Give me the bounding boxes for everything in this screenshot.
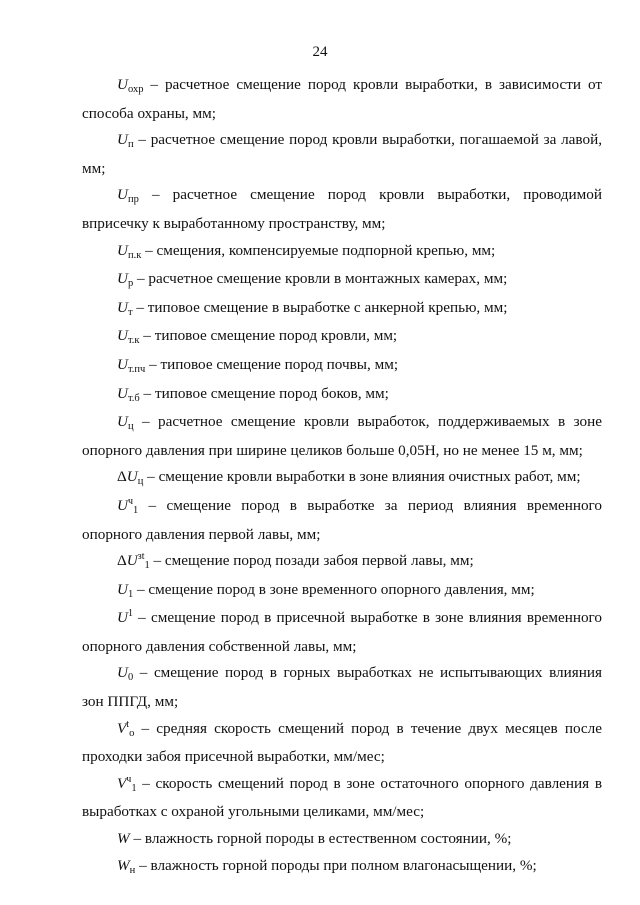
definition-item: Uохр – расчетное смещение пород кровли выработки, в зависимости от способа охраны, мм; — [82, 76, 602, 122]
definition-item: Uц – расчетное смещение кровли выработок, поддерживаемых в зоне опорного давления при ширине целиков больше 0,05H, но не менее 15 м, мм; — [82, 413, 602, 459]
definitions-list — [82, 72, 602, 881]
definition-item: $V^ч1$ – скорость смещений пород в зоне остаточного опорного давления в выработках с охраной угольными целиками, мм/мес; — [82, 773, 602, 821]
definition-item: W – влажность горной породы в естественном состоянии, %; — [117, 830, 512, 848]
definition-item: ΔUц – смещение кровли выработки в зоне влияния очистных работ, мм; — [117, 468, 581, 488]
definition-item: Uр – расчетное смещение кровли в монтажных камерах, мм; — [117, 270, 508, 290]
definition-item: $U^1$ – смещение пород в присечной выработке в зоне влияния временного опорного давления собственной лавы, мм; — [82, 608, 602, 655]
definition-item: U0 – смещение пород в горных выработках не испытывающих влияния зон ППГД, мм; — [82, 664, 602, 711]
definition-item: Uп – расчетное смещение пород кровли выработки, погашаемой за лавой, мм; — [82, 131, 602, 177]
definition-item: Uт.к – типовое смещение пород кровли, мм; — [117, 327, 398, 347]
definition-item: $U^ч1$ – смещение пород в выработке за период влияния временного опорного давления первой лавы, мм; — [82, 495, 602, 543]
definition-item: $V^tо$ – средняя скорость смещений пород в течение двух месяцев после проходки забоя присечной выработки, мм/мес; — [82, 718, 602, 766]
definition-item: U1 – смещение пород в зоне временного опорного давления, мм; — [117, 580, 535, 600]
definition-item: Uт.пч – типовое смещение пород почвы, мм; — [117, 355, 399, 375]
definition-item: Uп.к – смещения, компенсируемые подпорной крепью, мм; — [117, 241, 496, 261]
page-number: 24 — [312, 44, 328, 60]
definition-item: Wн – влажность горной породы при полном влагонасыщении, %; — [117, 856, 537, 876]
definition-item: Uт.б – типовое смещение пород боков, мм; — [117, 384, 389, 404]
definition-item: Uт – типовое смещение в выработке с анкерной крепью, мм; — [117, 298, 508, 318]
definition-item: Uпр – расчетное смещение пород кровли выработки, проводимой вприсечку к выработанному пространству, мм; — [82, 186, 602, 232]
definition-item: $\Delta U^{зt}1$ – смещение пород позади забоя первой лавы, мм; — [117, 551, 474, 572]
